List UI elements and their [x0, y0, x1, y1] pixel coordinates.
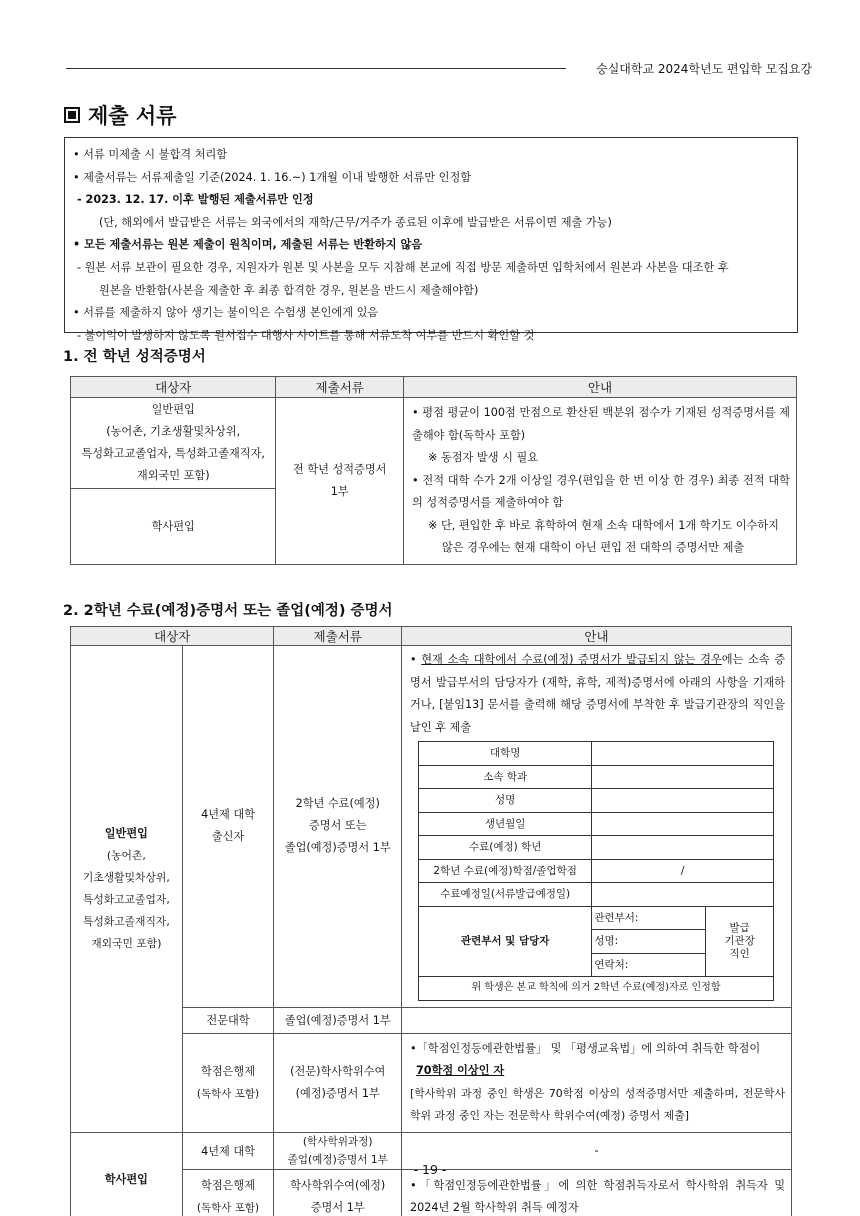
type-label: 학점은행제: [201, 1064, 256, 1078]
column-header: 제출서류: [276, 377, 404, 398]
form-footer: 위 학생은 본교 학칙에 의거 2학년 수료(예정)자로 인정함: [419, 977, 774, 1001]
contact-field: 성명:: [592, 930, 706, 954]
document-cell: 2학년 수료(예정) 증명서 또는 졸업(예정)증명서 1부: [274, 646, 402, 1008]
guide-line: 않은 경우에는 현재 대학이 아닌 편입 전 대학의 증명서만 제출: [442, 541, 745, 554]
column-header: 안내: [402, 627, 792, 646]
issuer-seal: 발급 기관장 직인: [706, 906, 774, 977]
general-label: 일반편입: [104, 826, 148, 840]
column-header: 대상자: [71, 627, 274, 646]
contact-field: 관련부서:: [592, 906, 706, 930]
column-header: 대상자: [71, 377, 276, 398]
type-label: 학점은행제: [201, 1179, 256, 1192]
guide-rest: 에는 소속 증명서 발급부서의 담당자가 (재학, 휴학, 제적)증명서에 아래의 사항을 기재하거나, [붙임13] 문서를 출력해 해당 증명서에 부착한 후 발급기관장의 직인을 날인 후 제출: [410, 653, 786, 734]
guide-cell: -: [402, 1132, 792, 1169]
section-title: [64, 100, 176, 130]
bachelor-transfer-cell: 학사편입: [71, 1132, 183, 1216]
target-cell: [71, 398, 276, 489]
notice-line: 원본을 반환함(사본을 제출한 후 최종 합격한 경우, 원본을 반드시 제출해야함): [99, 283, 479, 297]
type-sub: (독학사 포함): [196, 1202, 260, 1214]
guide-cell: •「학점인정등에관한법률」에 의한 학점취득자로서 학사학위 취득자 및 2024년 2월 학사학위 취득 예정자: [402, 1169, 792, 1216]
form-label: 소속 학과: [419, 765, 592, 789]
form-value: [592, 765, 774, 789]
page-number: - 19 -: [413, 1162, 447, 1177]
header-rule: [66, 68, 566, 69]
form-value: [592, 883, 774, 907]
guide-line: • 평점 평균이 100점 만점으로 환산된 백분위 점수가 기재된 성적증명서를 제출해야 함(독학사 포함): [412, 406, 790, 442]
document-header: 숭실대학교 2024학년도 편입학 모집요강: [596, 62, 812, 76]
document-cell: (전문)학사학위수여 (예정)증명서 1부: [274, 1033, 402, 1132]
contact-field: 연락처:: [592, 953, 706, 977]
document-cell: 졸업(예정)증명서 1부: [274, 1007, 402, 1033]
notice-box: [64, 137, 798, 342]
general-detail: (농어촌, 기초생활및차상위, 특성화고교졸업자, 특성화고졸재직자, 재외국민 포함): [82, 848, 170, 950]
notice-line: • 제출서류는 서류제출일 기준(2024. 1. 16.~) 1개월 이내 발행한 서류만 인정함: [73, 170, 472, 184]
notice-line: • 서류를 제출하지 않아 생기는 불이익은 수험생 본인에게 있음: [73, 306, 379, 320]
guide-cell-empty: [402, 1007, 792, 1033]
form-label: 수료예정일(서류발급예정일): [419, 883, 592, 907]
form-label: 성명: [419, 789, 592, 813]
notice-line: - 불이익이 발생하지 않도록 원서접수 대행사 사이트를 통해 서류도착 여부를 반드시 확인할 것: [77, 328, 535, 342]
form-value: [592, 836, 774, 860]
guide-line: ※ 동점자 발생 시 필요: [428, 451, 539, 464]
guide-cell: [404, 398, 797, 565]
column-header: 안내: [404, 377, 797, 398]
form-label: 2학년 수료(예정)학점/졸업학점: [419, 859, 592, 883]
type-cell: [182, 1033, 274, 1132]
notice-line: (단, 해외에서 발급받은 서류는 외국에서의 재학/근무/거주가 종료된 이후에 발급받은 서류이면 제출 가능): [99, 215, 612, 229]
filled-square-icon: [64, 107, 80, 123]
notice-line: • 서류 미제출 시 불합격 처리함: [73, 148, 228, 161]
type-cell: 전문대학: [182, 1007, 274, 1033]
form-value: [592, 742, 774, 766]
notice-line: • 모든 제출서류는 원본 제출이 원칙이며, 제출된 서류는 반환하지 않음: [73, 238, 423, 252]
form-value: [592, 789, 774, 813]
type-cell: 4년제 대학: [182, 1132, 274, 1169]
target-general-detail: (농어촌, 기초생활및차상위, 특성화고교졸업자, 특성화고졸재직자, 재외국민 포함): [81, 424, 265, 482]
document-cell: (학사학위과정) 졸업(예정)증명서 1부: [274, 1132, 402, 1169]
guide-line: •「학점인정등에관한법률」 및 「평생교육법」에 의하여 취득한 학점이: [410, 1041, 761, 1055]
notice-line: - 2023. 12. 17. 이후 발행된 제출서류만 인정: [77, 193, 314, 207]
guide-line: ※ 단, 편입한 후 바로 휴학하여 현재 소속 대학에서 1개 학기도 이수하지: [428, 518, 779, 532]
form-value-slash: /: [592, 859, 774, 883]
guide-underlined: 현재 소속 대학에서 수료(예정) 증명서가 발급되지 않는 경우: [421, 653, 722, 666]
general-transfer-cell: [71, 646, 183, 1133]
certificate-form: [418, 741, 774, 1001]
document-cell: 학사학위수여(예정) 증명서 1부: [274, 1169, 402, 1216]
guide-emphasis: 70학점 이상인 자: [416, 1064, 505, 1077]
target-bachelor: 학사편입: [71, 488, 276, 564]
transcript-table: [70, 376, 797, 565]
guide-paragraph: • 현재 소속 대학에서 수료(예정) 증명서가 발급되지 않는 경우에는 소속 증명서 발급부서의 담당자가 (재학, 휴학, 제적)증명서에 아래의 사항을 기재하거나, [붙임13] 문서를 출력해 해당 증명서에 부착한 후 발급기관장의 직인을 날인 후 제출: [410, 653, 786, 734]
guide-line: • 전적 대학 수가 2개 이상일 경우(편입을 한 번 이상 한 경우) 최종 전적 대학의 성적증명서를 제출하여야 함: [412, 473, 790, 509]
guide-cell: [402, 1033, 792, 1132]
document-cell: 전 학년 성적증명서 1부: [276, 398, 404, 565]
target-general: 일반편입: [151, 402, 195, 416]
type-sub: (독학사 포함): [196, 1087, 260, 1100]
completion-certificate-table: [70, 626, 792, 1216]
guide-note: [학사학위 과정 중인 학생은 70학점 이상의 성적증명서만 제출하며, 전문학사학위 과정 중인 자는 전문학사 학위수여(예정) 증명서 제출]: [410, 1086, 785, 1122]
form-label: 수료(예정) 학년: [419, 836, 592, 860]
table1-title: 1. 전 학년 성적증명서: [63, 349, 206, 365]
form-label: 생년월일: [419, 812, 592, 836]
table2-title: 2. 2학년 수료(예정)증명서 또는 졸업(예정) 증명서: [63, 603, 393, 619]
contact-label: 관련부서 및 담당자: [419, 906, 592, 977]
guide-cell: [402, 646, 792, 1008]
notice-line: - 원본 서류 보관이 필요한 경우, 지원자가 원본 및 사본을 모두 지참해 본교에 직접 방문 제출하면 입학처에서 원본과 사본을 대조한 후: [77, 260, 729, 274]
form-value: [592, 812, 774, 836]
form-label: 대학명: [419, 742, 592, 766]
type-cell: 4년제 대학 출신자: [182, 646, 274, 1008]
column-header: 제출서류: [274, 627, 402, 646]
section-title-text: 제출 서류: [88, 104, 177, 128]
